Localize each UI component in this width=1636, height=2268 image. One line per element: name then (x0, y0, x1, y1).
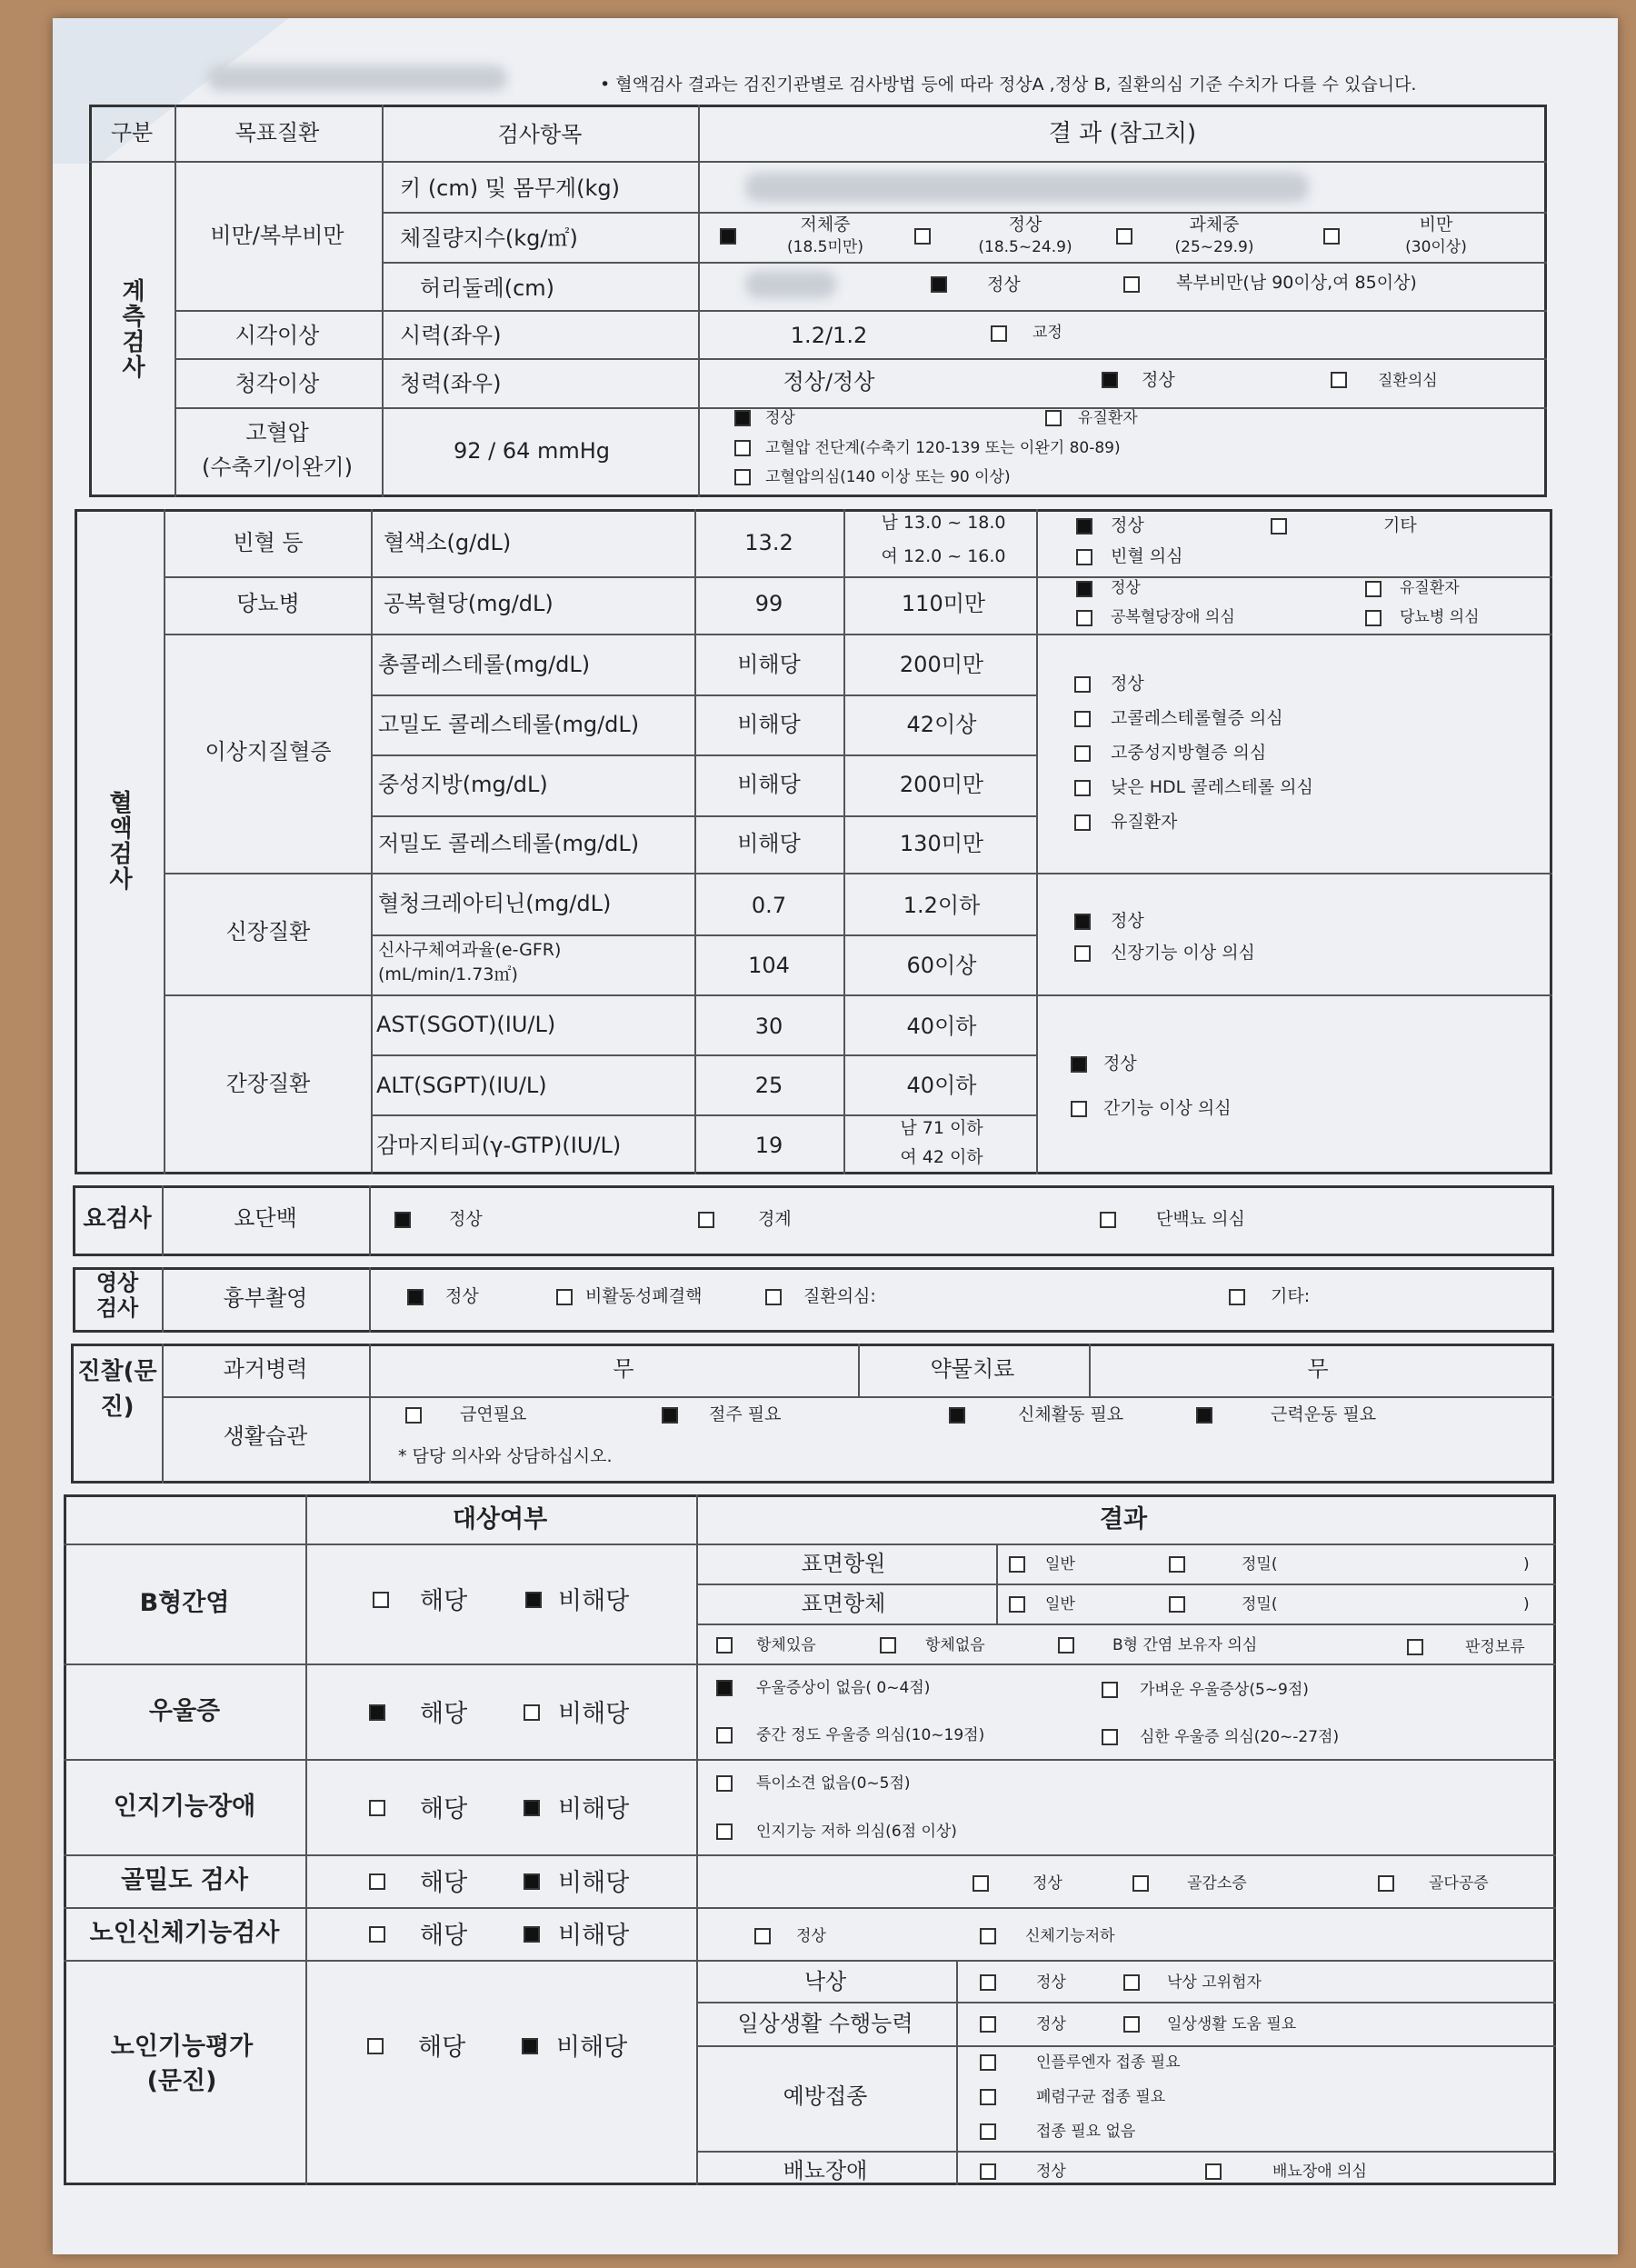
cognitive-opt-label: 특이소견 없음(0~5점) (756, 1774, 911, 1793)
daily-opt-label: 정상 (1036, 2015, 1066, 2033)
vaccine-opt-label: 인플루엔자 접종 필요 (1036, 2053, 1181, 2072)
bmi-underweight-checkbox[interactable] (720, 228, 736, 245)
hepb-antigen-general-checkbox[interactable] (1009, 1556, 1025, 1573)
anemia-normal-label: 정상 (1111, 515, 1144, 535)
hepb-result-checkbox[interactable] (1407, 1639, 1423, 1655)
daily-label: 일상생활 수행능력 (737, 2011, 913, 2036)
imaging-suspect-label: 질환의심: (803, 1286, 876, 1306)
section-label-blood: 혈액검사 (105, 790, 133, 892)
physical-yes-checkbox[interactable] (369, 1926, 385, 1943)
lipid-row-item: 고밀도 콜레스테롤(mg/dL) (378, 712, 640, 737)
bone-opt-checkbox[interactable] (1132, 1875, 1149, 1892)
header-item: 검사항목 (497, 122, 583, 147)
hepb-yes-label: 해당 (420, 1587, 468, 1615)
lifestyle-label: 생활습관 (223, 1424, 308, 1449)
cognitive-opt-checkbox[interactable] (716, 1823, 733, 1840)
activity-label: 신체활동 필요 (1018, 1404, 1124, 1424)
liver-normal-checkbox[interactable] (1071, 1056, 1087, 1073)
diabetes-ifg-checkbox[interactable] (1076, 610, 1092, 626)
elder-name-sub: (문진) (146, 2067, 217, 2095)
liver-disease: 간장질환 (225, 1071, 311, 1096)
hepb-antibody-label: 표면항체 (801, 1591, 886, 1616)
hepb-result-label: B형 간염 보유자 의심 (1112, 1636, 1258, 1654)
obesity-disease: 비만/복부비만 (210, 223, 344, 248)
bone-opt-checkbox[interactable] (1378, 1875, 1394, 1892)
imaging-disease: 흉부촬영 (223, 1285, 308, 1311)
bp-disease-sub: (수축기/이완기) (202, 455, 353, 480)
vaccine-opt-label: 접종 필요 없음 (1036, 2123, 1136, 2141)
vaccine-label: 예방접종 (783, 2083, 868, 2109)
hepb-result-label: 항체없음 (925, 1636, 985, 1654)
exam-note: * 담당 의사와 상담하십시오. (398, 1446, 613, 1466)
history-label: 과거병력 (223, 1356, 308, 1382)
kidney-row-item-unit: (mL/min/1.73㎡) (378, 964, 518, 984)
bmi-opt-label: 비만 (1419, 215, 1453, 235)
hearing-normal-label: 정상 (1142, 370, 1175, 390)
anemia-disease: 빈혈 등 (233, 530, 304, 555)
anemia-other-checkbox[interactable] (1271, 518, 1287, 535)
depression-yes-checkbox[interactable] (369, 1704, 385, 1721)
section-label-measure: 계측검사 (117, 278, 145, 380)
activity-checkbox[interactable] (949, 1407, 965, 1424)
depression-opt-label: 심한 우울증 의심(20~-27점) (1140, 1728, 1340, 1746)
bmi-item: 체질량지수(kg/㎡) (400, 225, 578, 251)
bmi-opt-label: 과체중 (1189, 215, 1240, 235)
vision-disease: 시각이상 (234, 323, 320, 348)
depression-no-checkbox[interactable] (524, 1704, 540, 1721)
liver-row-value: 30 (754, 1014, 783, 1039)
vaccine-opt-label: 폐렴구균 접종 필요 (1036, 2088, 1166, 2106)
diabetes-disease: 당뇨병 (236, 591, 300, 616)
lipid-row-value: 비해당 (737, 831, 801, 856)
lipid-patient-checkbox[interactable] (1074, 814, 1091, 831)
header-category: 구분 (110, 120, 154, 145)
kidney-row-value: 0.7 (751, 893, 787, 918)
vaccine-opt-checkbox[interactable] (980, 2054, 996, 2071)
urine-normal-label: 정상 (449, 1209, 483, 1229)
hepb-antibody-precise-label: 정밀( (1242, 1595, 1278, 1614)
imaging-normal-checkbox[interactable] (407, 1289, 424, 1305)
vision-item: 시력(좌우) (400, 323, 502, 348)
lipid-row-value: 비해당 (737, 772, 801, 797)
lipid-row-value: 비해당 (737, 652, 801, 677)
bmi-obese-checkbox[interactable] (1323, 228, 1340, 245)
hepb-result-label: 판정보류 (1465, 1638, 1525, 1656)
bone-name: 골밀도 검사 (121, 1866, 248, 1894)
hepb-antibody-precise-checkbox[interactable] (1169, 1596, 1185, 1613)
lipid-row-ref: 200미만 (899, 772, 984, 797)
fall-opt-checkbox[interactable] (1123, 1974, 1140, 1991)
bmi-opt-range: (18.5~24.9) (978, 238, 1072, 256)
elder-yes-label: 해당 (418, 2033, 466, 2062)
history-value: 무 (613, 1356, 634, 1382)
bone-opt-checkbox[interactable] (973, 1875, 989, 1892)
lipid-opt-label: 고콜레스테롤혈증 의심 (1111, 708, 1283, 728)
bone-no-label: 비해당 (558, 1869, 630, 1897)
cognitive-yes-checkbox[interactable] (369, 1800, 385, 1816)
liver-row-ref: 남 71 이하 (900, 1118, 983, 1138)
bp-disease: 고혈압 (245, 420, 309, 445)
imaging-suspect-checkbox[interactable] (765, 1289, 782, 1305)
liver-row-value: 19 (754, 1133, 783, 1158)
medication-value: 무 (1307, 1356, 1329, 1382)
hepb-antigen-precise-label: 정밀( (1242, 1555, 1278, 1574)
hepb-antibody-close: ) (1523, 1595, 1530, 1614)
urine-label: 요검사 (83, 1205, 152, 1233)
bp-value: 92 / 64 mmHg (453, 438, 611, 464)
liver-normal-label: 정상 (1103, 1054, 1137, 1074)
liver-suspect-checkbox[interactable] (1071, 1101, 1087, 1117)
lipid-opt-label: 유질환자 (1111, 812, 1178, 832)
depression-opt-checkbox[interactable] (716, 1727, 733, 1743)
imaging-label: 영상검사 (95, 1270, 139, 1321)
cognitive-yes-label: 해당 (420, 1795, 468, 1823)
lipid-opt-label: 고중성지방혈증 의심 (1111, 743, 1267, 763)
diabetes-patient-label: 유질환자 (1400, 579, 1460, 597)
result-header: 결과 (1099, 1505, 1148, 1534)
bone-opt-label: 골다공증 (1429, 1874, 1489, 1893)
urination-opt-label: 배뇨장애 의심 (1272, 2163, 1367, 2181)
physical-no-checkbox[interactable] (524, 1926, 540, 1943)
fall-opt-checkbox[interactable] (980, 1974, 996, 1991)
liver-suspect-label: 간기능 이상 의심 (1103, 1098, 1232, 1118)
daily-opt-checkbox[interactable] (1123, 2016, 1140, 2033)
vaccine-opt-checkbox[interactable] (980, 2123, 996, 2140)
waist-item: 허리둘레(cm) (420, 275, 555, 301)
alcohol-checkbox[interactable] (662, 1407, 678, 1424)
depression-opt-label: 중간 정도 우울증 의심(10~19점) (756, 1726, 985, 1744)
imaging-other-checkbox[interactable] (1229, 1289, 1245, 1305)
kidney-row-value: 104 (748, 953, 790, 978)
hepb-result-label: 항체있음 (756, 1636, 816, 1654)
urine-disease: 요단백 (234, 1205, 297, 1231)
bmi-overweight-checkbox[interactable] (1116, 228, 1132, 245)
medication-label: 약물치료 (930, 1356, 1015, 1382)
lipid-row-item: 중성지방(mg/dL) (378, 772, 548, 797)
strength-checkbox[interactable] (1196, 1407, 1212, 1424)
vision-corrected-label: 교정 (1032, 324, 1062, 342)
kidney-row-item: 신사구체여과율(e-GFR) (378, 940, 562, 960)
depression-opt-checkbox[interactable] (1102, 1729, 1118, 1745)
hearing-item: 청력(좌우) (400, 371, 502, 396)
bp-hypertension-label: 고혈압의심(140 이상 또는 90 이상) (765, 468, 1011, 486)
kidney-normal-label: 정상 (1111, 911, 1144, 931)
depression-opt-checkbox[interactable] (1102, 1682, 1118, 1698)
lipid-row-item: 총콜레스테롤(mg/dL) (378, 652, 591, 677)
depression-name: 우울증 (148, 1697, 221, 1725)
vision-value: 1.2/1.2 (790, 323, 868, 348)
hepb-no-label: 비해당 (558, 1587, 630, 1615)
hepb-antibody-general-label: 일반 (1045, 1595, 1075, 1614)
hepb-antigen-general-label: 일반 (1045, 1555, 1075, 1574)
diabetes-normal-checkbox[interactable] (1076, 581, 1092, 597)
lipid-cholesterol-checkbox[interactable] (1074, 711, 1091, 727)
liver-row-ref: 40이하 (906, 1014, 977, 1039)
waist-normal-label: 정상 (987, 275, 1021, 295)
kidney-disease: 신장질환 (225, 919, 311, 944)
bmi-opt-label: 정상 (1008, 215, 1042, 235)
elder-no-checkbox[interactable] (522, 2038, 538, 2054)
physical-opt-checkbox[interactable] (980, 1928, 996, 1944)
kidney-row-ref: 60이상 (906, 953, 977, 978)
bmi-normal-checkbox[interactable] (914, 228, 931, 245)
physical-opt-label: 신체기능저하 (1025, 1927, 1115, 1945)
hearing-suspect-label: 질환의심 (1378, 372, 1438, 390)
physical-opt-checkbox[interactable] (754, 1928, 771, 1944)
diabetes-ref: 110미만 (901, 591, 986, 616)
kidney-row-item: 혈청크레아티닌(mg/dL) (378, 891, 612, 916)
lipid-triglyceride-checkbox[interactable] (1074, 745, 1091, 762)
imaging-normal-label: 정상 (445, 1286, 479, 1306)
depression-opt-label: 가벼운 우울증상(5~9점) (1140, 1681, 1309, 1699)
liver-row-item: 감마지티피(γ-GTP)(IU/L) (376, 1133, 622, 1158)
lipid-row-ref: 130미만 (899, 831, 984, 856)
vaccine-opt-checkbox[interactable] (980, 2089, 996, 2105)
waist-abdominal-label: 복부비만(남 90이상,여 85이상) (1176, 273, 1417, 293)
bone-no-checkbox[interactable] (524, 1873, 540, 1890)
bp-normal-checkbox[interactable] (734, 410, 751, 426)
bone-opt-label: 정상 (1032, 1874, 1062, 1893)
lipid-row-ref: 200미만 (899, 652, 984, 677)
waist-normal-checkbox[interactable] (931, 276, 947, 293)
hepb-result-checkbox[interactable] (880, 1637, 896, 1654)
smoking-checkbox[interactable] (405, 1407, 422, 1424)
bp-prehypertension-checkbox[interactable] (734, 440, 751, 456)
liver-row-item: ALT(SGPT)(IU/L) (376, 1073, 547, 1098)
depression-no-label: 비해당 (558, 1700, 630, 1728)
hepb-antigen-label: 표면항원 (801, 1551, 886, 1576)
elder-name: 노인기능평가 (110, 2033, 254, 2061)
redacted-waist (745, 271, 836, 298)
fall-opt-label: 정상 (1036, 1973, 1066, 1992)
anemia-other-label: 기타 (1383, 515, 1417, 535)
hepb-result-checkbox[interactable] (716, 1637, 733, 1654)
cognitive-opt-checkbox[interactable] (716, 1775, 733, 1792)
liver-row-item: AST(SGOT)(IU/L) (376, 1012, 556, 1037)
imaging-tb-label: 비활동성폐결핵 (585, 1286, 703, 1306)
lipid-opt-label: 정상 (1111, 674, 1144, 694)
bone-opt-label: 골감소증 (1187, 1874, 1247, 1893)
urination-opt-checkbox[interactable] (1205, 2163, 1222, 2180)
liver-row-value: 25 (754, 1073, 783, 1098)
redacted-height-weight (745, 173, 1309, 202)
bp-normal-label: 정상 (765, 409, 795, 427)
diabetes-value: 99 (754, 591, 783, 616)
fall-opt-label: 낙상 고위험자 (1167, 1973, 1262, 1992)
cognitive-name: 인지기능장애 (113, 1793, 256, 1821)
fall-label: 낙상 (803, 1969, 847, 1994)
kidney-suspect-checkbox[interactable] (1074, 945, 1091, 962)
height-weight-item: 키 (cm) 및 몸무게(kg) (400, 175, 620, 201)
liver-row-ref: 40이하 (906, 1073, 977, 1098)
depression-opt-checkbox[interactable] (716, 1680, 733, 1696)
alcohol-label: 절주 필요 (709, 1404, 782, 1424)
anemia-item: 혈색소(g/dL) (384, 530, 512, 555)
urine-normal-checkbox[interactable] (394, 1212, 411, 1228)
diabetes-item: 공복혈당(mg/dL) (384, 591, 554, 616)
hearing-disease: 청각이상 (234, 371, 320, 396)
bp-hypertension-checkbox[interactable] (734, 469, 751, 485)
header-result: 결 과 (참고치) (1048, 120, 1197, 147)
urination-label: 배뇨장애 (783, 2158, 868, 2183)
hearing-value: 정상/정상 (783, 369, 875, 395)
exam-label: 진찰(문진) (77, 1358, 157, 1421)
lipid-normal-checkbox[interactable] (1074, 676, 1091, 693)
depression-opt-label: 우울증상이 없음( 0~4점) (756, 1679, 931, 1697)
lipid-disease: 이상지질혈증 (204, 739, 332, 764)
anemia-ref-female: 여 12.0 ~ 16.0 (881, 546, 1006, 566)
hepb-no-checkbox[interactable] (525, 1592, 542, 1608)
elder-no-label: 비해당 (556, 2033, 628, 2062)
liver-row-ref-female: 여 42 이하 (900, 1147, 983, 1167)
anemia-suspect-checkbox[interactable] (1076, 549, 1092, 565)
urination-opt-checkbox[interactable] (980, 2163, 996, 2180)
bone-yes-checkbox[interactable] (369, 1873, 385, 1890)
hepb-antigen-precise-checkbox[interactable] (1169, 1556, 1185, 1573)
physical-name: 노인신체기능검사 (89, 1919, 280, 1947)
anemia-suspect-label: 빈혈 의심 (1111, 546, 1183, 566)
hepb-name: B형간염 (139, 1589, 230, 1617)
bmi-opt-label: 저체중 (800, 215, 851, 235)
bmi-opt-range: (18.5미만) (787, 238, 863, 256)
urine-proteinuria-checkbox[interactable] (1100, 1212, 1116, 1228)
redacted-header (207, 65, 507, 91)
waist-abdominal-checkbox[interactable] (1123, 276, 1140, 293)
hepb-yes-checkbox[interactable] (373, 1592, 389, 1608)
bmi-opt-range: (25~29.9) (1174, 238, 1254, 256)
smoking-label: 금연필요 (460, 1404, 527, 1424)
bone-yes-label: 해당 (420, 1869, 468, 1897)
diabetes-suspect-label: 당뇨병 의심 (1400, 608, 1480, 626)
urine-proteinuria-label: 단백뇨 의심 (1156, 1209, 1245, 1229)
kidney-normal-checkbox[interactable] (1074, 914, 1091, 930)
elder-yes-checkbox[interactable] (367, 2038, 384, 2054)
anemia-normal-checkbox[interactable] (1076, 518, 1092, 535)
daily-opt-checkbox[interactable] (980, 2016, 996, 2033)
hepb-antibody-general-checkbox[interactable] (1009, 1596, 1025, 1613)
hearing-suspect-checkbox[interactable] (1331, 372, 1347, 388)
vision-corrected-checkbox[interactable] (991, 325, 1007, 342)
target-header: 대상여부 (452, 1505, 548, 1534)
lipid-row-item: 저밀도 콜레스테롤(mg/dL) (378, 831, 640, 856)
anemia-ref-male: 남 13.0 ~ 18.0 (881, 513, 1006, 533)
cognitive-no-label: 비해당 (558, 1795, 630, 1823)
imaging-tb-checkbox[interactable] (556, 1289, 573, 1305)
diabetes-patient-checkbox[interactable] (1365, 581, 1382, 597)
hearing-normal-checkbox[interactable] (1102, 372, 1118, 388)
anemia-value: 13.2 (744, 530, 793, 555)
kidney-suspect-label: 신장기능 이상 의심 (1111, 943, 1255, 963)
header-disease: 목표질환 (234, 120, 320, 145)
urination-opt-label: 정상 (1036, 2163, 1066, 2181)
imaging-other-label: 기타: (1271, 1286, 1311, 1306)
diabetes-suspect-checkbox[interactable] (1365, 610, 1382, 626)
hepb-antigen-close: ) (1523, 1555, 1530, 1574)
note-text: • 혈액검사 결과는 검진기관별로 검사방법 등에 따라 정상A ,정상 B, 질환의심 기준 수치가 다를 수 있습니다. (600, 75, 1417, 95)
physical-yes-label: 해당 (420, 1922, 468, 1950)
urine-border-checkbox[interactable] (698, 1212, 714, 1228)
physical-no-label: 비해당 (558, 1922, 630, 1950)
bp-patient-checkbox[interactable] (1045, 410, 1062, 426)
lipid-row-ref: 42이상 (906, 712, 977, 737)
physical-opt-label: 정상 (796, 1927, 826, 1945)
cognitive-opt-label: 인지기능 저하 의심(6점 이상) (756, 1823, 957, 1841)
diabetes-ifg-label: 공복혈당장애 의심 (1111, 608, 1235, 626)
lipid-row-value: 비해당 (737, 712, 801, 737)
strength-label: 근력운동 필요 (1271, 1404, 1377, 1424)
depression-yes-label: 해당 (420, 1700, 468, 1728)
lipid-hdl-checkbox[interactable] (1074, 780, 1091, 796)
daily-opt-label: 일상생활 도움 필요 (1167, 2015, 1297, 2033)
kidney-row-ref: 1.2이하 (903, 893, 981, 918)
bp-prehypertension-label: 고혈압 전단계(수축기 120-139 또는 이완기 80-89) (765, 439, 1121, 457)
diabetes-normal-label: 정상 (1111, 579, 1141, 597)
bmi-opt-range: (30이상) (1405, 238, 1467, 256)
lipid-opt-label: 낮은 HDL 콜레스테롤 의심 (1111, 777, 1313, 797)
cognitive-no-checkbox[interactable] (524, 1800, 540, 1816)
hepb-result-checkbox[interactable] (1058, 1637, 1074, 1654)
urine-border-label: 경계 (758, 1209, 792, 1229)
bp-patient-label: 유질환자 (1078, 409, 1138, 427)
